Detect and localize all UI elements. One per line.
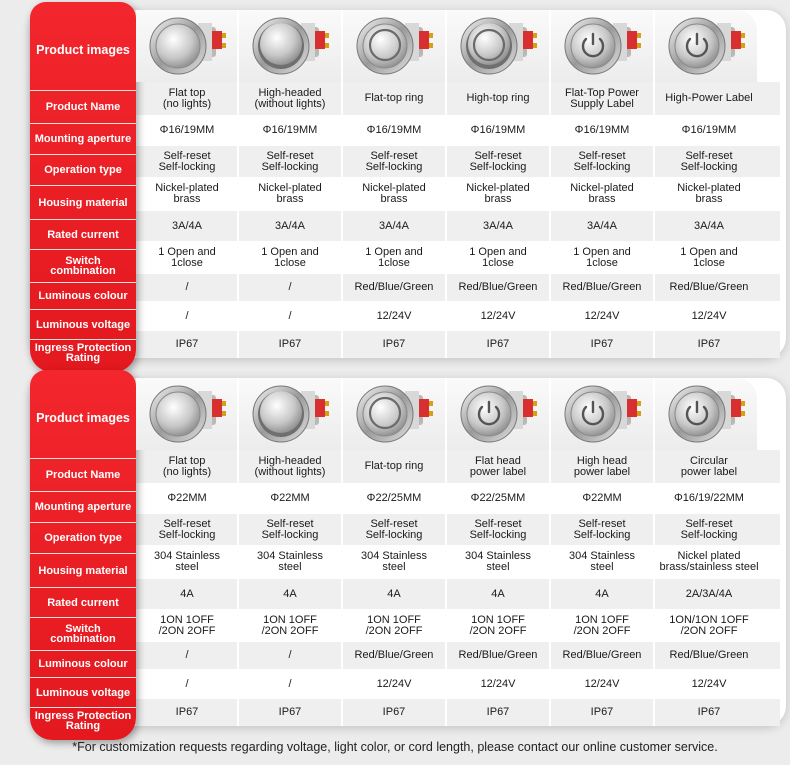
cell-current: 4A (491, 587, 505, 600)
cell-name: Flat-top ring (364, 92, 424, 104)
cell-colour: Red/Blue/Green (458, 281, 538, 293)
row-label: Ingress Protection Rating (30, 707, 136, 734)
row-label: Product images (36, 43, 130, 57)
column-divider (237, 378, 239, 726)
column-divider (445, 378, 447, 726)
row-label: Switch combination (30, 249, 136, 282)
cell-name: Flat-top ring (364, 460, 424, 472)
cell-name: Flat head power label (469, 454, 527, 478)
cell-name: High-top ring (466, 92, 530, 104)
cell-aperture: Φ22MM (582, 492, 622, 504)
cell-housing: Nickel-plated brass (362, 182, 426, 205)
cell-operation: Self-reset Self-locking (680, 149, 738, 173)
column-divider (341, 10, 343, 358)
cell-combination: 1ON 1OFF /2ON 2OFF (261, 613, 319, 637)
cell-name: Flat top (no lights) (162, 86, 212, 110)
cell-ip: IP67 (175, 338, 199, 350)
cell-combination: 1ON 1OFF /2ON 2OFF (158, 613, 216, 637)
cell-colour: / (288, 281, 292, 293)
row-label: Rated current (30, 587, 136, 617)
cell-operation: Self-reset Self-locking (469, 517, 527, 541)
cell-operation: Self-reset Self-locking (365, 149, 423, 173)
flat-top-switch-icon (136, 10, 238, 82)
cell-current: 4A (283, 587, 297, 600)
flat-top-switch-icon (136, 378, 238, 450)
cell-current: 4A (595, 587, 609, 600)
cell-current: 3A/4A (694, 219, 724, 232)
row-label: Ingress Protection Rating (30, 339, 136, 366)
cell-combination: 1ON 1OFF /2ON 2OFF (365, 613, 423, 637)
cell-aperture: Φ22MM (270, 492, 310, 504)
cell-colour: Red/Blue/Green (669, 649, 749, 661)
cell-voltage: 12/24V (376, 677, 412, 690)
cell-voltage: 12/24V (480, 677, 516, 690)
row-label: Housing material (30, 553, 136, 587)
cell-combination: 1 Open and 1close (469, 245, 527, 269)
cell-voltage: / (185, 677, 189, 690)
cell-aperture: Φ16/19MM (262, 124, 318, 136)
cell-voltage: / (185, 309, 189, 322)
row-label: Mounting aperture (30, 491, 136, 522)
cell-operation: Self-reset Self-locking (573, 517, 631, 541)
cell-combination: 1 Open and 1close (573, 245, 631, 269)
cell-colour: / (185, 281, 189, 293)
row-label-sidebar (30, 2, 136, 372)
spec-table-16-19mm (30, 10, 786, 364)
column-divider (445, 10, 447, 358)
row-label: Luminous voltage (30, 309, 136, 339)
cell-aperture: Φ22/25MM (470, 492, 526, 504)
spec-table-22mm (30, 378, 786, 732)
cell-housing: 304 Stainless steel (256, 550, 324, 573)
cell-operation: Self-reset Self-locking (261, 149, 319, 173)
high-head-switch-icon (239, 10, 341, 82)
cell-operation: Self-reset Self-locking (158, 517, 216, 541)
cell-ip: IP67 (278, 706, 302, 718)
cell-name: High head power label (573, 454, 631, 478)
flat-ring-switch-icon (343, 10, 445, 82)
row-label: Mounting aperture (30, 123, 136, 154)
cell-colour: Red/Blue/Green (562, 649, 642, 661)
circular-power-switch-icon (655, 378, 757, 450)
row-label: Operation type (30, 154, 136, 185)
column-divider (653, 10, 655, 358)
cell-current: 3A/4A (172, 219, 202, 232)
cell-name: Flat top (no lights) (162, 454, 212, 478)
cell-ip: IP67 (278, 338, 302, 350)
cell-voltage: / (288, 677, 292, 690)
row-label: Luminous colour (30, 650, 136, 677)
cell-operation: Self-reset Self-locking (573, 149, 631, 173)
row-label: Housing material (30, 185, 136, 219)
row-label: Product Name (30, 90, 136, 123)
cell-housing: 304 Stainless steel (360, 550, 428, 573)
cell-combination: 1 Open and 1close (680, 245, 738, 269)
cell-current: 3A/4A (379, 219, 409, 232)
cell-aperture: Φ22/25MM (366, 492, 422, 504)
cell-operation: Self-reset Self-locking (469, 149, 527, 173)
cell-housing: 304 Stainless steel (153, 550, 221, 573)
cell-voltage: / (288, 309, 292, 322)
flat-power-switch-icon (447, 378, 549, 450)
cell-ip: IP67 (382, 706, 406, 718)
cell-current: 4A (180, 587, 194, 600)
cell-colour: / (185, 649, 189, 661)
cell-colour: Red/Blue/Green (354, 649, 434, 661)
cell-ip: IP67 (590, 338, 614, 350)
cell-current: 3A/4A (483, 219, 513, 232)
cell-current: 3A/4A (275, 219, 305, 232)
cell-aperture: Φ16/19MM (159, 124, 215, 136)
column-divider (341, 378, 343, 726)
cell-aperture: Φ16/19MM (470, 124, 526, 136)
cell-housing: Nickel-plated brass (677, 182, 741, 205)
high-head-switch-icon (239, 378, 341, 450)
cell-ip: IP67 (382, 338, 406, 350)
column-divider (549, 10, 551, 358)
row-label: Switch combination (30, 617, 136, 650)
cell-operation: Self-reset Self-locking (158, 149, 216, 173)
column-divider (653, 378, 655, 726)
cell-voltage: 12/24V (376, 309, 412, 322)
cell-housing: Nickel-plated brass (570, 182, 634, 205)
high-power-switch-icon (551, 378, 653, 450)
high-ring-switch-icon (447, 10, 549, 82)
cell-ip: IP67 (590, 706, 614, 718)
cell-name: Circular power label (680, 454, 738, 478)
cell-housing: Nickel-plated brass (155, 182, 219, 205)
cell-housing: 304 Stainless steel (464, 550, 532, 573)
cell-voltage: 12/24V (584, 309, 620, 322)
cell-name: High-headed (without lights) (254, 454, 326, 478)
cell-current: 2A/3A/4A (685, 587, 733, 600)
cell-name: High-Power Label (665, 92, 753, 104)
high-power-switch-icon (655, 10, 757, 82)
cell-aperture: Φ16/19/22MM (674, 492, 744, 504)
flat-power-switch-icon (551, 10, 653, 82)
cell-ip: IP67 (486, 706, 510, 718)
row-label: Product images (36, 411, 130, 425)
cell-colour: / (288, 649, 292, 661)
cell-voltage: 12/24V (584, 677, 620, 690)
row-label: Luminous voltage (30, 677, 136, 707)
row-label: Operation type (30, 522, 136, 553)
row-label-sidebar (30, 370, 136, 740)
column-divider (549, 378, 551, 726)
row-label: Product Name (30, 458, 136, 491)
column-divider (237, 10, 239, 358)
cell-aperture: Φ16/19MM (681, 124, 737, 136)
cell-combination: 1ON 1OFF /2ON 2OFF (573, 613, 631, 637)
cell-colour: Red/Blue/Green (354, 281, 434, 293)
cell-colour: Red/Blue/Green (669, 281, 749, 293)
cell-operation: Self-reset Self-locking (365, 517, 423, 541)
cell-name: Flat-Top Power Supply Label (565, 86, 639, 110)
cell-voltage: 12/24V (691, 309, 727, 322)
cell-combination: 1 Open and 1close (158, 245, 216, 269)
flat-ring-switch-icon (343, 378, 445, 450)
cell-housing: Nickel plated brass/stainless steel (659, 550, 759, 573)
cell-aperture: Φ16/19MM (366, 124, 422, 136)
cell-aperture: Φ22MM (167, 492, 207, 504)
cell-current: 4A (387, 587, 401, 600)
cell-colour: Red/Blue/Green (458, 649, 538, 661)
cell-combination: 1 Open and 1close (365, 245, 423, 269)
cell-name: High-headed (without lights) (254, 86, 326, 110)
cell-combination: 1ON 1OFF /2ON 2OFF (469, 613, 527, 637)
cell-combination: 1 Open and 1close (261, 245, 319, 269)
cell-housing: Nickel-plated brass (258, 182, 322, 205)
cell-housing: Nickel-plated brass (466, 182, 530, 205)
cell-ip: IP67 (175, 706, 199, 718)
cell-colour: Red/Blue/Green (562, 281, 642, 293)
cell-ip: IP67 (697, 338, 721, 350)
cell-voltage: 12/24V (691, 677, 727, 690)
cell-aperture: Φ16/19MM (574, 124, 630, 136)
cell-operation: Self-reset Self-locking (680, 517, 738, 541)
cell-current: 3A/4A (587, 219, 617, 232)
cell-ip: IP67 (486, 338, 510, 350)
cell-ip: IP67 (697, 706, 721, 718)
cell-combination: 1ON/1ON 1OFF /2ON 2OFF (669, 613, 749, 637)
row-label: Luminous colour (30, 282, 136, 309)
cell-housing: 304 Stainless steel (568, 550, 636, 573)
cell-voltage: 12/24V (480, 309, 516, 322)
row-label: Rated current (30, 219, 136, 249)
cell-operation: Self-reset Self-locking (261, 517, 319, 541)
footnote: *For customization requests regarding voltage, light color, or cord length, please contact our online customer service. (72, 740, 718, 754)
